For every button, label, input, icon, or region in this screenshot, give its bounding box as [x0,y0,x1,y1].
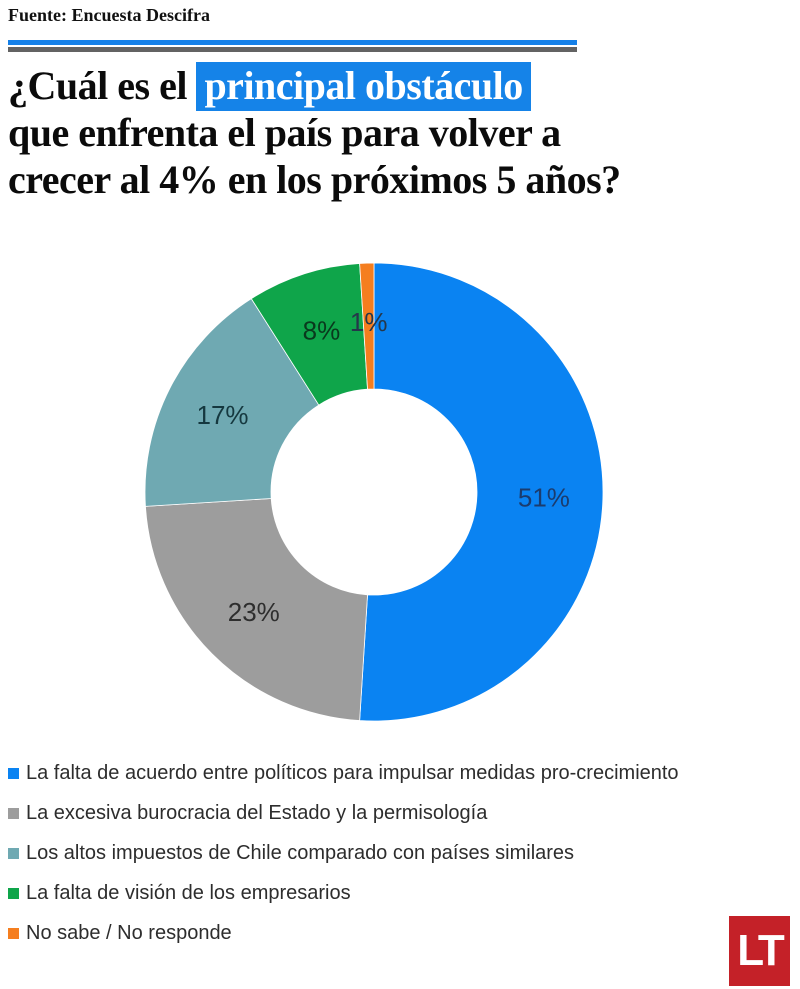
slice-percent-label-2: 23% [227,597,280,628]
slice-percent-label-5: 1% [349,307,388,338]
legend-label: La falta de visión de los empresarios [26,881,351,904]
legend-row [8,873,679,913]
source-label: Fuente: Encuesta Descifra [8,5,210,25]
legend-label: No sabe / No responde [26,921,232,944]
legend-label: La falta de acuerdo entre políticos para impulsar medidas pro-crecimiento [26,761,679,784]
title-line2: que enfrenta el país para volver a [8,110,561,155]
legend-color-marker [8,928,19,939]
divider-gray-bar [8,47,577,52]
slice-percent-label-4: 8% [302,315,341,346]
legend-row [8,793,679,833]
title-highlight: principal obstáculo [196,62,530,111]
slice-percent-label-1: 51% [517,482,570,513]
legend-label: La excesiva burocracia del Estado y la permisología [26,801,488,824]
title-line1-pre: ¿Cuál es el [8,63,197,108]
legend-color-marker [8,768,19,779]
donut-svg [143,261,605,723]
title-line3: crecer al 4% en los próximos 5 años? [8,157,621,202]
legend-row [8,833,679,873]
chart-legend [8,753,679,953]
legend-color-marker [8,848,19,859]
legend-color-marker [8,808,19,819]
legend-label: Los altos impuestos de Chile comparado con países similares [26,841,575,864]
donut-chart [143,261,605,723]
lt-logo: LT [729,916,790,986]
header-divider [8,40,577,52]
legend-color-marker [8,888,19,899]
chart-title [8,62,768,203]
legend-row [8,753,679,793]
legend-row [8,913,679,953]
slice-percent-label-3: 17% [196,399,249,430]
